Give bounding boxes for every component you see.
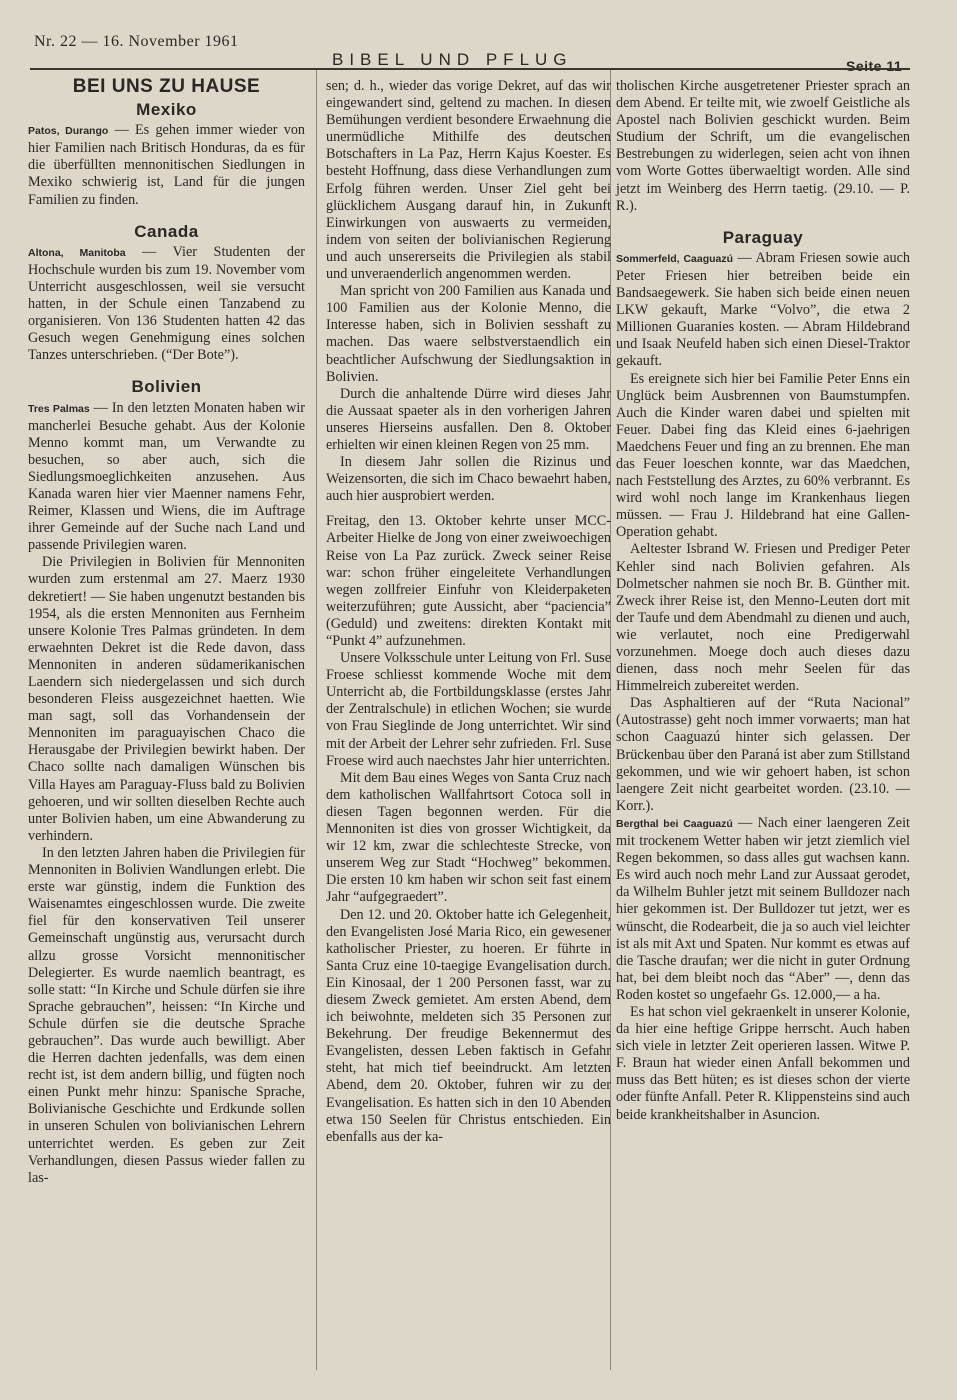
section-title-canada: Canada	[134, 221, 199, 241]
dateline: Altona, Manitoba	[28, 246, 126, 259]
masthead-title: BIBEL UND PFLUG	[332, 50, 573, 69]
header-rule	[30, 68, 910, 70]
page-header	[0, 0, 957, 74]
issue-date: Nr. 22 — 16. November 1961	[34, 33, 239, 50]
section-title-bolivien: Bolivien	[131, 377, 202, 397]
dateline: Sommerfeld, Caaguazú	[616, 252, 734, 265]
article-paragraph: Unsere Volksschule unter Leitung von Frl. Suse Froese schliesst kommende Woche mit dem Unterricht ab, die Fortbildungsklasse (erstes Jahr der Zentralschule) in etlichen Wochen; sie wurde von Frau Sieglinde de Jong unterrichtet. Wir sind mit der Arbeit der Lehrer sehr zufrieden. Frl. Suse Froese wird auch naechstes Jahr hier unterrichten.	[326, 650, 611, 769]
column-2	[326, 78, 611, 1146]
section-title-paraguay: Paraguay	[722, 227, 804, 247]
article-paragraph: Es ereignete sich hier bei Familie Peter Enns ein Unglück beim Ausbrennen von Baumstumpfen. Auch die Kinder waren dabei und spielten mit Feuer. Dabei fing das Kleid eines 6-jaehrigen Maedchens Feuer und fing an zu brennen. Ehe man das Feuer loeschen konnte, war das Maedchen, nach Feststellung des Arztes, zu 60% verbrannt. Es wird wohl noch lange im Krankenhaus liegen müssen. — Frau J. Hildebrand hat eine Gallen-Operation gehabt.	[616, 370, 910, 541]
page-number: Seite 11	[846, 58, 903, 74]
dateline: Patos, Durango	[28, 125, 109, 138]
article-paragraph: Freitag, den 13. Oktober kehrte unser MCC-Arbeiter Hielke de Jong von einer zweiwoechigen Reise von La Paz zurück. Zweck seiner Reise war: schon früher eingeleitete Verhandlungen wegen zollfreier Einfuhr von Kleiderpaketen weiterzuführen; gute Aussicht, aber “paciencia” (Geduld) und zweitens: direkten Kontakt mit “Punkt 4” aufzunehmen.	[326, 513, 611, 649]
dateline: Tres Palmas	[28, 402, 90, 415]
article-paragraph: Es hat schon viel gekraenkelt in unserer Kolonie, da hier eine heftige Grippe herrscht. Auch haben sich viele in letzter Zeit operieren lassen. Witwe P. F. Braun hat wieder einen Anfall bekommen und muss das Bett hüten; es ist dieses schon der vierte oder fünfte Anfall. Peter R. Klippensteins sind auch beide krankheitshalber in Asuncion.	[616, 1003, 910, 1123]
article-paragraph: Bergthal bei Caaguazú — Nach einer laengeren Zeit mit trockenem Wetter haben wir jetzt ziemlich viel Regen bekommen, so dass alles gut wachsen kann. Es wird auch noch mehr Land zur Aussaat gerodet, da Wilhelm Buhler jetzt mit seinem Bulldozer nach hier gekommen ist. Der Bulldozer tut jetzt, wer es wünscht, die Rodearbeit, die ja so auch viel leichter ist als mit Axt und Spaten. Nur kommt es etwas auf die Tasche draufan; wer die nicht in guter Ordnung hat, bei dem bleibt noch das “Aber” —, denn das Roden kostet so ungefaehr Gs. 12.000,— a ha.	[616, 814, 910, 1003]
article-paragraph: In den letzten Jahren haben die Privilegien für Mennoniten in Bolivien Wandlungen erlebt. Die erste war günstig, indem die Funktion des Waisenamtes eingeschlossen wurde. Die zweite fiel für den konservativen Teil unserer Gemeinschaft ungünstig aus, verursacht durch allzu grosse Vorsicht mennonitischer Delegierter. Es wurde naemlich beantragt, es solle statt: “In Kirche und Schule dürfen sie ihre Sprache gebrauchen”, heissen: “In Kirche und Schule dürfen sie die deutsche Sprache gebrauchen”. Das wurde auch bewilligt. Aber die Herren dachten jedenfalls, was dem einen recht ist, ist dem andern billig, und fügten noch einen Punkt mehr hinzu: Spanische Sprache, Bolivianische Geschichte und Erdkunde sollen in unseren Schulen von bolivianischen Lehrern unterrichtet werden. Es geben zur Zeit Verhandlungen, diesen Passus wieder fallen zu las-	[28, 844, 305, 1186]
section-title-mexiko: Mexiko	[136, 100, 197, 120]
article-paragraph: Altona, Manitoba — Vier Studenten der Hochschule wurden bis zum 19. November vom Unterricht ausgeschlossen, weil sie versucht hatten, in der Schule einen Tanzabend zu organisieren. Von 136 Studenten hatten 42 das Gesuch wegen Genehmigung eines solchen Tanzes unterschrieben. (“Der Bote”).	[28, 243, 305, 364]
article-paragraph: sen; d. h., wieder das vorige Dekret, auf das wir eingewandert sind, geltend zu machen. In diesen Bemühungen verdient besondere Erwaehnung die unermüdliche Mithilfe des deutschen Botschafters in La Paz, Herrn Kajus Koester. Es besteht Hoffnung, dass diese Verhandlungen zum Erfolg führen werden. Unser Ziel geht bei glücklichem Ausgang darauf hin, in Zukunft Einwirkungen von auswaerts zu vermeiden, indem von seiten der bolivianischen Regierung und auch unsererseits die Privilegien als stabil und unveraenderlich angenommen werden.	[326, 78, 611, 283]
article-paragraph: Durch die anhaltende Dürre wird dieses Jahr die Aussaat spaeter als in den vorherigen Jahren unseres Hierseins ausfallen. Den 8. Oktober erhielten wir einen kleinen Regen von 25 mm.	[326, 385, 611, 453]
section-heading: BEI UNS ZU HAUSE	[72, 76, 261, 97]
column-3	[616, 78, 910, 1124]
column-divider	[316, 70, 317, 1370]
article-paragraph: Aeltester Isbrand W. Friesen und Prediger Peter Kehler sind nach Bolivien gefahren. Als Dolmetscher nahmen sie noch Br. B. Günther mit. Zweck ihrer Reise ist, den Menno-Leuten dort mit der Taufe und dem Abendmahl zu dienen und auch, wie verlautet, noch eine Predigerwahl vorzunehmen. Moege doch auch dieses dazu dienen, dass noch mehr Seelen für das Himmelreich zubereitet werden.	[616, 541, 910, 695]
dateline: Bergthal bei Caaguazú	[616, 817, 733, 830]
article-paragraph: Tres Palmas — In den letzten Monaten haben wir mancherlei Besuche gehabt. Aus der Kolonie Menno kommt man, um Verwandte zu besuchen, so aber auch, sich die Siedlungsmoeglichkeiten anzusehen. Aus Kanada waren hier vier Maenner namens Fehr, Reimer, Klassen und Wiens, die im Auftrage ihrer Gemeinde auf der Suche nach Land und passende Privilegien waren.	[28, 399, 305, 554]
article-paragraph: Den 12. und 20. Oktober hatte ich Gelegenheit, den Evangelisten José Maria Rico, ein gewesener katholischer Priester, zu hoeren. Er führte in Santa Cruz eine 10-taegige Evangelisation durch. Ein Kinosaal, der 1 200 Personen fasst, war zu diesem Zweck gemietet. Am ersten Abend, dem ich beiwohnte, meldeten sich 35 Personen zur Bekehrung. Der freudige Bekennermut des Evangelisten, dessen Leben faktisch in Gefahr steht, hat mich tief beeindruckt. Am letzten Abend, dem 20. Oktober, fuhren wir zu der Evangelisation. Es hatten sich in den 10 Abenden etwa 150 Seelen für Christus entschieden. Ein ebenfalls aus der ka-	[326, 906, 611, 1145]
article-paragraph: In diesem Jahr sollen die Rizinus und Weizensorten, die sich im Chaco bewaehrt haben, auch hier ausprobiert werden.	[326, 454, 611, 505]
article-paragraph: Die Privilegien in Bolivien für Mennoniten wurden zum erstenmal am 27. Maerz 1930 dekretiert! — Sie haben ungenutzt bestanden bis 1954, als die ersten Mennoniten aus Fernheim unsere Kolonie Tres Palmas gründeten. In dem erwaehnten Dekret ist die Rede davon, dass Mennoniten in anderen südamerikanischen Laendern sich niedergelassen und sich durch besonderen Fleiss ausgezeichnet haetten. Wie man sagt, soll das Vorhandensein der Mennoniten im paraguayischen Chaco die Herausgabe der Privilegien bewirkt haben. Der Chaco sollte nach damaligen Wünschen bis Villa Hayes am Paraguay-Fluss bald zu Bolivien gehoeren, und wir sollten dieselben Rechte auch unter Bolivien haben, um eine Abwanderung zu verhindern.	[28, 554, 305, 844]
article-paragraph: Patos, Durango — Es gehen immer wieder von hier Familien nach Britisch Honduras, da es für die überfüllten mennonitischen Siedlungen in Mexiko schwierig ist, Land für die jungen Familien zu finden.	[28, 122, 306, 208]
article-paragraph: Sommerfeld, Caaguazú — Abram Friesen sowie auch Peter Friesen hier betreiben beide ein Bandsaegewerk. Sie haben sich beide einen neuen LKW gekauft, Marke “Volvo”, die etwa 2 Millionen Guaranies kosten. — Abram Hildebrand und Isaak Neufeld haben sich einen Diesel-Traktor gekauft.	[616, 249, 910, 370]
article-paragraph: Man spricht von 200 Familien aus Kanada und 100 Familien aus der Kolonie Menno, die Interesse haben, sich in Bolivien sesshaft zu machen. Das waere selbstverstaendlich ein beachtlicher Aufschwung der Siedlungsaktion in Bolivien.	[326, 283, 611, 385]
article-paragraph: Mit dem Bau eines Weges von Santa Cruz nach dem katholischen Wallfahrtsort Cotoca soll in diesen Tagen begonnen werden. Für die Mennoniten ist dies von grosser Wichtigkeit, da wir 12 km, zwar die schlechteste Strecke, von unserem Weg zur Stadt “Hochweg” bekommen. Die ersten 10 km haben wir schon seit fast einem Jahr “aufgegraedert”.	[326, 769, 611, 906]
article-paragraph: Das Asphaltieren auf der “Ruta Nacional” (Autostrasse) geht noch immer vorwaerts; man hat schon Caaguazú hinter sich gelassen. Der Brückenbau über den Paraná ist aber zum Stillstand gekommen, und wie wir gehoert haben, ist schon laengere Zeit nicht gearbeitet worden. (23.10. — Korr.).	[616, 695, 910, 814]
article-paragraph: tholischen Kirche ausgetretener Priester sprach an dem Abend. Er teilte mit, wie zwoelf Geistliche als Apostel nach Bolivien geschickt wurden. Beim Studium der Schrift, um die evangelischen Bestrebungen zu widerlegen, seien acht von ihnen vom Worte Gottes überwaeltigt worden. Alle sind jetzt im Weinberg des Herrn taetig. (29.10. — P. R.).	[616, 78, 910, 214]
column-1	[28, 78, 305, 1187]
